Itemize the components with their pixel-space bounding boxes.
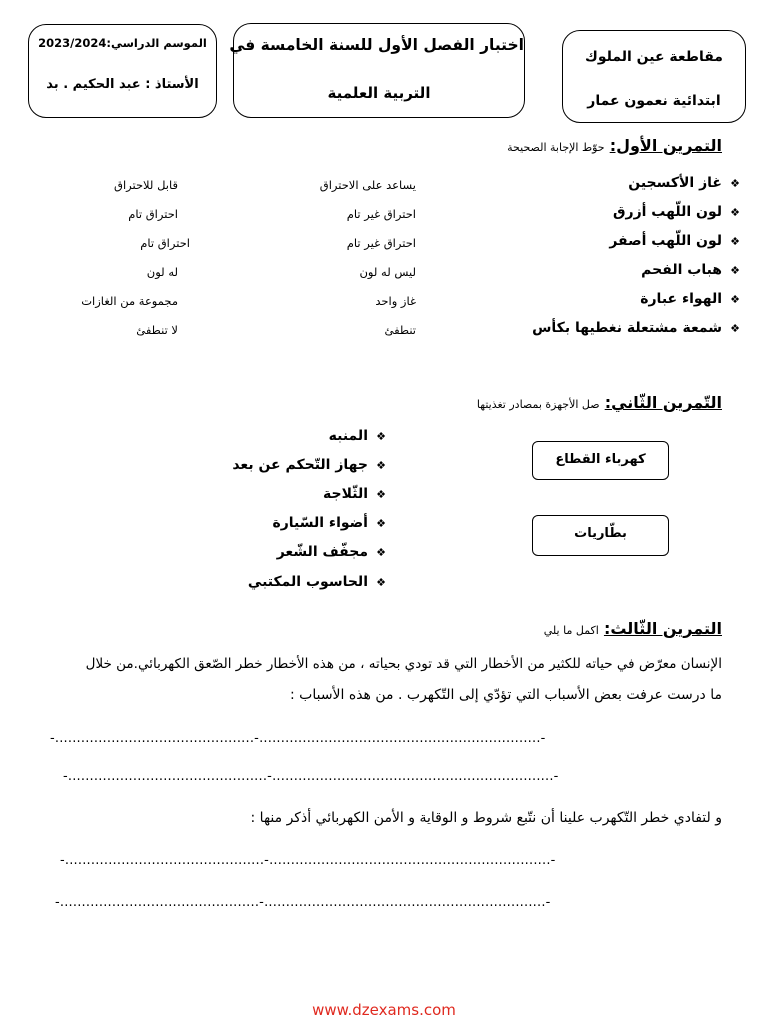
device-label: جهاز التّحكم عن بعد <box>232 457 368 473</box>
school-label: ابتدائية نعمون عمار <box>587 93 721 109</box>
exercise3-paragraph-line2: ما درست عرفت بعض الأسباب التي تؤدّي إلى التّكهرب . من هذه الأسباب : <box>289 687 722 703</box>
ex1-option2[interactable]: لا تنطفئ <box>136 323 178 337</box>
ex1-option1[interactable]: احتراق غير تام <box>346 207 416 221</box>
diamond-bullet-icon: ❖ <box>376 488 386 501</box>
diamond-bullet-icon: ❖ <box>730 264 740 277</box>
device-label: الثّلاجة <box>323 486 368 502</box>
footer-url[interactable]: www.dzexams.com <box>312 1001 456 1019</box>
device-label: المنبه <box>328 428 368 444</box>
device-item[interactable] <box>248 574 388 590</box>
ex1-option1[interactable]: احتراق غير تام <box>346 236 416 250</box>
exercise3-instruction: اكمل ما يلي <box>543 624 599 637</box>
ex1-option2[interactable]: احتراق تام <box>128 207 178 221</box>
exercise1-instruction: حوّط الإجابة الصحيحة <box>507 141 605 154</box>
device-label: مجفّف الشّعر <box>276 544 368 560</box>
ex1-option1[interactable]: غاز واحد <box>375 294 416 308</box>
exam-title-line1: اختبار الفصل الأول للسنة الخامسة في <box>229 36 524 54</box>
device-label: الحاسوب المكتبي <box>247 574 368 590</box>
teacher-label: الأستاذ : عبد الحكيم . بد <box>46 77 199 92</box>
header-right-box <box>562 30 746 123</box>
answer-blank-line[interactable]: -..............................................-.................................................................- <box>60 853 556 868</box>
diamond-bullet-icon: ❖ <box>730 206 740 219</box>
diamond-bullet-icon: ❖ <box>376 546 386 559</box>
ex1-item-3 <box>609 233 742 249</box>
diamond-bullet-icon: ❖ <box>730 293 740 306</box>
school-year-label: الموسم الدراسي:2023/2024 <box>38 36 207 50</box>
district-label: مقاطعة عين الملوك <box>585 49 723 65</box>
diamond-bullet-icon: ❖ <box>730 235 740 248</box>
diamond-bullet-icon: ❖ <box>376 430 386 443</box>
ex1-option1[interactable]: يساعد على الاحتراق <box>319 178 416 192</box>
ex1-item-6 <box>532 320 742 336</box>
exercise3-paragraph-line1: الإنسان معرّض في حياته للكثير من الأخطار التي قد تودي بحياته ، من هذه الأخطار خطر الصّعق الكهربائي.من خلال <box>85 656 722 672</box>
exercise1-heading <box>507 136 722 155</box>
answer-blank-line[interactable]: -..............................................-.................................................................- <box>63 769 559 784</box>
ex1-option2[interactable]: مجموعة من الغازات <box>81 294 178 308</box>
exercise3-title: التمرين الثّالث: <box>603 619 722 638</box>
diamond-bullet-icon: ❖ <box>376 517 386 530</box>
ex1-option1[interactable]: تنطفئ <box>384 323 416 337</box>
ex1-item-1 <box>628 175 742 191</box>
exercise2-instruction: صل الأجهزة بمصادر تغذيتها <box>476 398 600 411</box>
ex1-question: غاز الأكسجين <box>628 175 722 191</box>
source-box-batteries[interactable]: بطّاريات <box>532 515 669 556</box>
answer-blank-line[interactable]: -..............................................-.................................................................- <box>55 895 551 910</box>
diamond-bullet-icon: ❖ <box>376 576 386 589</box>
ex1-item-4 <box>641 262 742 278</box>
exercise3-heading <box>544 619 722 638</box>
exercise2-heading <box>477 393 722 412</box>
device-item[interactable] <box>323 486 388 502</box>
ex1-item-5 <box>640 291 742 307</box>
device-item[interactable] <box>272 515 388 531</box>
header-left-box <box>28 24 217 118</box>
exercise2-title: التّمرين الثّاني: <box>604 393 722 412</box>
ex1-question: شمعة مشتعلة نغطيها بكأس <box>532 320 722 336</box>
diamond-bullet-icon: ❖ <box>730 322 740 335</box>
ex1-question: الهواء عبارة <box>640 291 722 307</box>
ex1-option2[interactable]: احتراق تام <box>140 236 190 250</box>
device-item[interactable] <box>277 544 388 560</box>
ex1-option2[interactable]: قابل للاحتراق <box>114 178 178 192</box>
exercise1-title: التمرين الأول: <box>609 136 722 155</box>
header-center-box <box>229 23 525 118</box>
source-box-mains[interactable]: كهرباء القطاع <box>532 441 669 480</box>
answer-blank-line[interactable]: -..............................................-.................................................................- <box>50 731 546 746</box>
ex1-option2[interactable]: له لون <box>146 265 178 279</box>
device-item[interactable] <box>232 457 388 473</box>
device-item[interactable] <box>329 428 388 444</box>
ex1-item-2 <box>613 204 742 220</box>
exercise3-line3: و لتفادي خطر التّكهرب علينا أن نتّبع شروط و الوقاية و الأمن الكهربائي أذكر منها : <box>250 810 722 826</box>
diamond-bullet-icon: ❖ <box>730 177 740 190</box>
diamond-bullet-icon: ❖ <box>376 459 386 472</box>
exam-title-line2: التربية العلمية <box>327 84 431 102</box>
ex1-question: لون اللّهب أزرق <box>613 204 722 220</box>
ex1-option1[interactable]: ليس له لون <box>359 265 416 279</box>
ex1-question: لون اللّهب أصفر <box>609 233 722 249</box>
device-label: أضواء السّيارة <box>272 515 368 531</box>
ex1-question: هباب الفحم <box>641 262 722 278</box>
